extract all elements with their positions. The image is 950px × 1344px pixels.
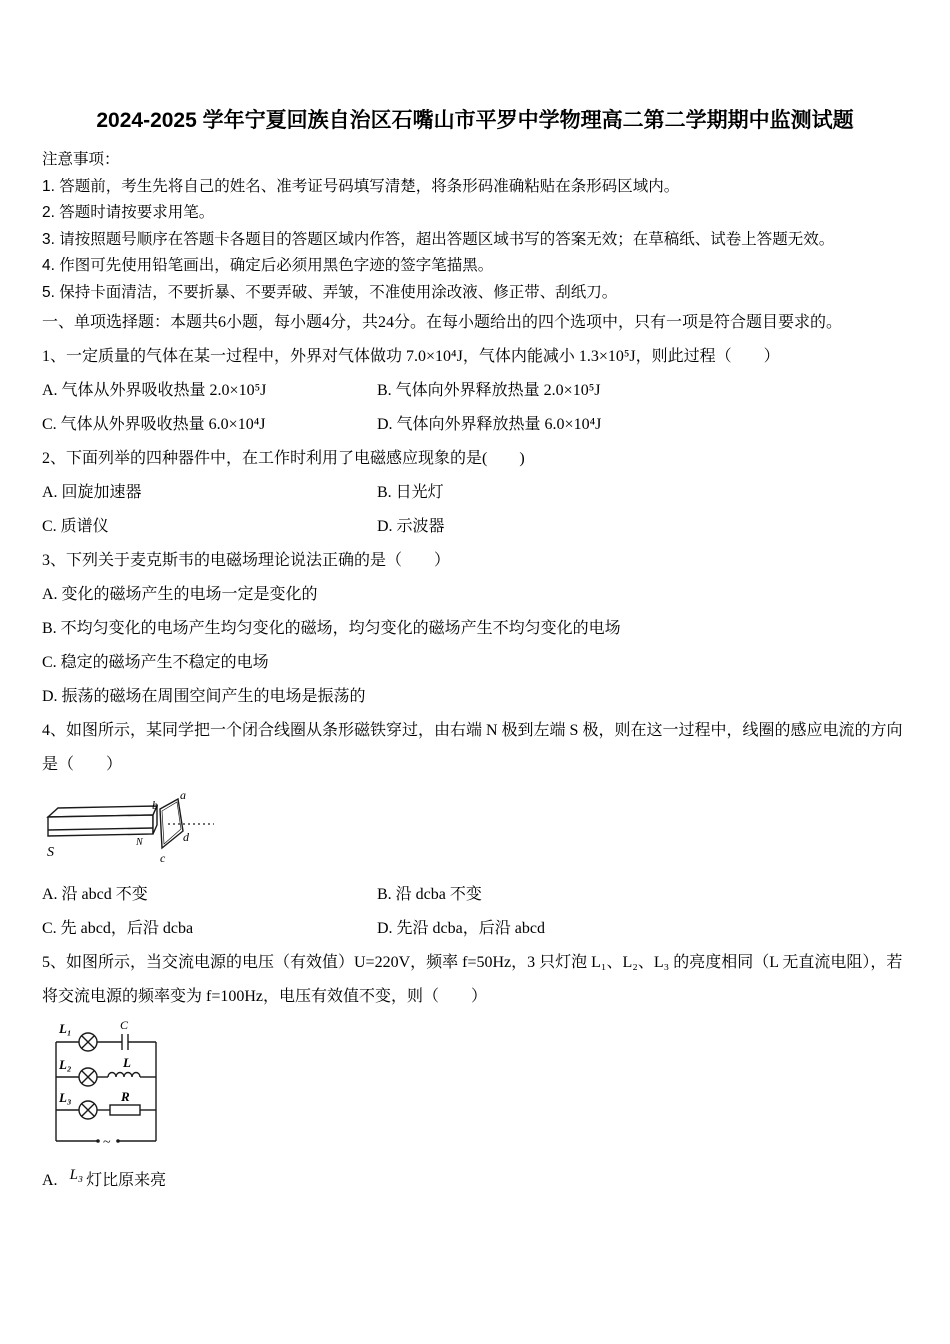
q4-options-row-2 (42, 912, 908, 946)
magnet-front-face (48, 815, 153, 836)
lamp2-label: L₂ (59, 1057, 72, 1073)
q2-option-a: A. 回旋加速器 (42, 484, 142, 502)
q1-option-b: B. 气体向外界释放热量 2.0×10⁵J (377, 382, 601, 400)
q2-options-row-1 (42, 476, 908, 510)
notice-section (42, 147, 908, 306)
q5-option-a-math: L₃ (69, 1167, 84, 1184)
q2-options-row-2 (42, 510, 908, 544)
magnet-n-label: N (136, 837, 143, 849)
loop-c-label: c (160, 851, 166, 866)
magnet-s-label: S (47, 845, 54, 861)
notice-item: 2. 答题时请按要求用笔。 (42, 204, 215, 222)
section-heading: 一、单项选择题：本题共6小题，每小题4分，共24分。在每小题给出的四个选项中，只有一项是符合题目要求的。 (42, 314, 843, 332)
notice-item: 4. 作图可先使用铅笔画出，确定后必须用黑色字迹的签字笔描黑。 (42, 257, 494, 275)
q4-option-d: D. 先沿 dcba，后沿 abcd (377, 920, 545, 938)
source-node (116, 1140, 120, 1144)
q5-stem: 5、如图所示，当交流电源的电压（有效值）U=220V，频率 f=50Hz，3 只灯泡 L₁、L₂、L₃ 的亮度相同（L 无直流电阻），若将交流电源的频率变为 f=100Hz，电压有效值不变，则（ ） (42, 954, 903, 1006)
q5-option-a-text: 灯比原来亮 (86, 1172, 167, 1190)
lamp1-label: L₁ (59, 1021, 72, 1037)
q1-options-row-1 (42, 374, 908, 408)
notice-heading: 注意事项： (42, 151, 120, 169)
notice-item: 5. 保持卡面清洁，不要折暴、不要弄破、弄皱，不准使用涂改液、修正带、刮纸刀。 (42, 283, 618, 301)
notice-item: 1. 答题前，考生先将自己的姓名、准考证号码填写清楚，将条形码准确粘贴在条形码区域内。 (42, 177, 680, 195)
q2-option-c: C. 质谱仪 (42, 518, 109, 536)
q3-option-d: D. 振荡的磁场在周围空间产生的电场是振荡的 (42, 688, 366, 706)
q1-option-d: D. 气体向外界释放热量 6.0×10⁴J (377, 416, 602, 434)
q5-option-a-label: A. (42, 1172, 58, 1190)
inductor-label: L (123, 1055, 131, 1071)
q3-option-c: C. 稳定的磁场产生不稳定的电场 (42, 654, 269, 672)
q1-option-c: C. 气体从外界吸收热量 6.0×10⁴J (42, 416, 266, 434)
q3-option-b: B. 不均匀变化的电场产生均匀变化的磁场，均匀变化的磁场产生不均匀变化的电场 (42, 620, 621, 638)
loop-b-label: b (152, 798, 158, 813)
page-title: 2024-2025 学年宁夏回族自治区石嘴山市平罗中学物理高二第二学期期中监测试题 (96, 109, 854, 132)
capacitor-label: C (120, 1020, 129, 1033)
magnet-figure-svg (44, 790, 259, 870)
inductor-symbol (108, 1073, 140, 1078)
q4-options-row-1 (42, 878, 908, 912)
q3-stem: 3、下列关于麦克斯韦的电磁场理论说法正确的是（ ） (42, 552, 451, 570)
q5-circuit-figure (42, 1014, 908, 1164)
circuit-figure-svg (50, 1020, 175, 1158)
notice-item: 3. 请按照题号顺序在答题卡各题目的答题区域内作答，超出答题区域书写的答案无效；在草稿纸、试卷上答题无效。 (42, 230, 835, 248)
lamp3-label: L₃ (59, 1090, 72, 1106)
q4-stem: 4、如图所示，某同学把一个闭合线圈从条形磁铁穿过，由右端 N 极到左端 S 极，则在这一过程中，线圈的感应电流的方向是（ ） (42, 722, 903, 774)
ac-source-symbol: ~ (103, 1135, 111, 1151)
loop-d-label: d (183, 830, 189, 845)
q3-option-a: A. 变化的磁场产生的电场一定是变化的 (42, 586, 318, 604)
q1-option-a: A. 气体从外界吸收热量 2.0×10⁵J (42, 382, 267, 400)
coil-loop-inner (162, 802, 181, 844)
q1-options-row-2 (42, 408, 908, 442)
q5-option-a (42, 1164, 908, 1198)
loop-a-label: a (180, 790, 186, 803)
q4-option-b: B. 沿 dcba 不变 (377, 886, 482, 904)
resistor-label: R (121, 1089, 130, 1105)
q4-option-a: A. 沿 abcd 不变 (42, 886, 148, 904)
q4-option-c: C. 先 abcd，后沿 dcba (42, 920, 194, 938)
source-node (96, 1140, 100, 1144)
resistor-symbol (110, 1105, 140, 1115)
q2-option-b: B. 日光灯 (377, 484, 444, 502)
q1-stem: 1、一定质量的气体在某一过程中，外界对气体做功 7.0×10⁴J，气体内能减小 1.3×10⁵J，则此过程（ ） (42, 348, 780, 366)
q4-magnet-coil-figure (42, 782, 908, 878)
q2-option-d: D. 示波器 (377, 518, 445, 536)
q2-stem: 2、下面列举的四种器件中，在工作时利用了电磁感应现象的是( ) (42, 450, 525, 468)
